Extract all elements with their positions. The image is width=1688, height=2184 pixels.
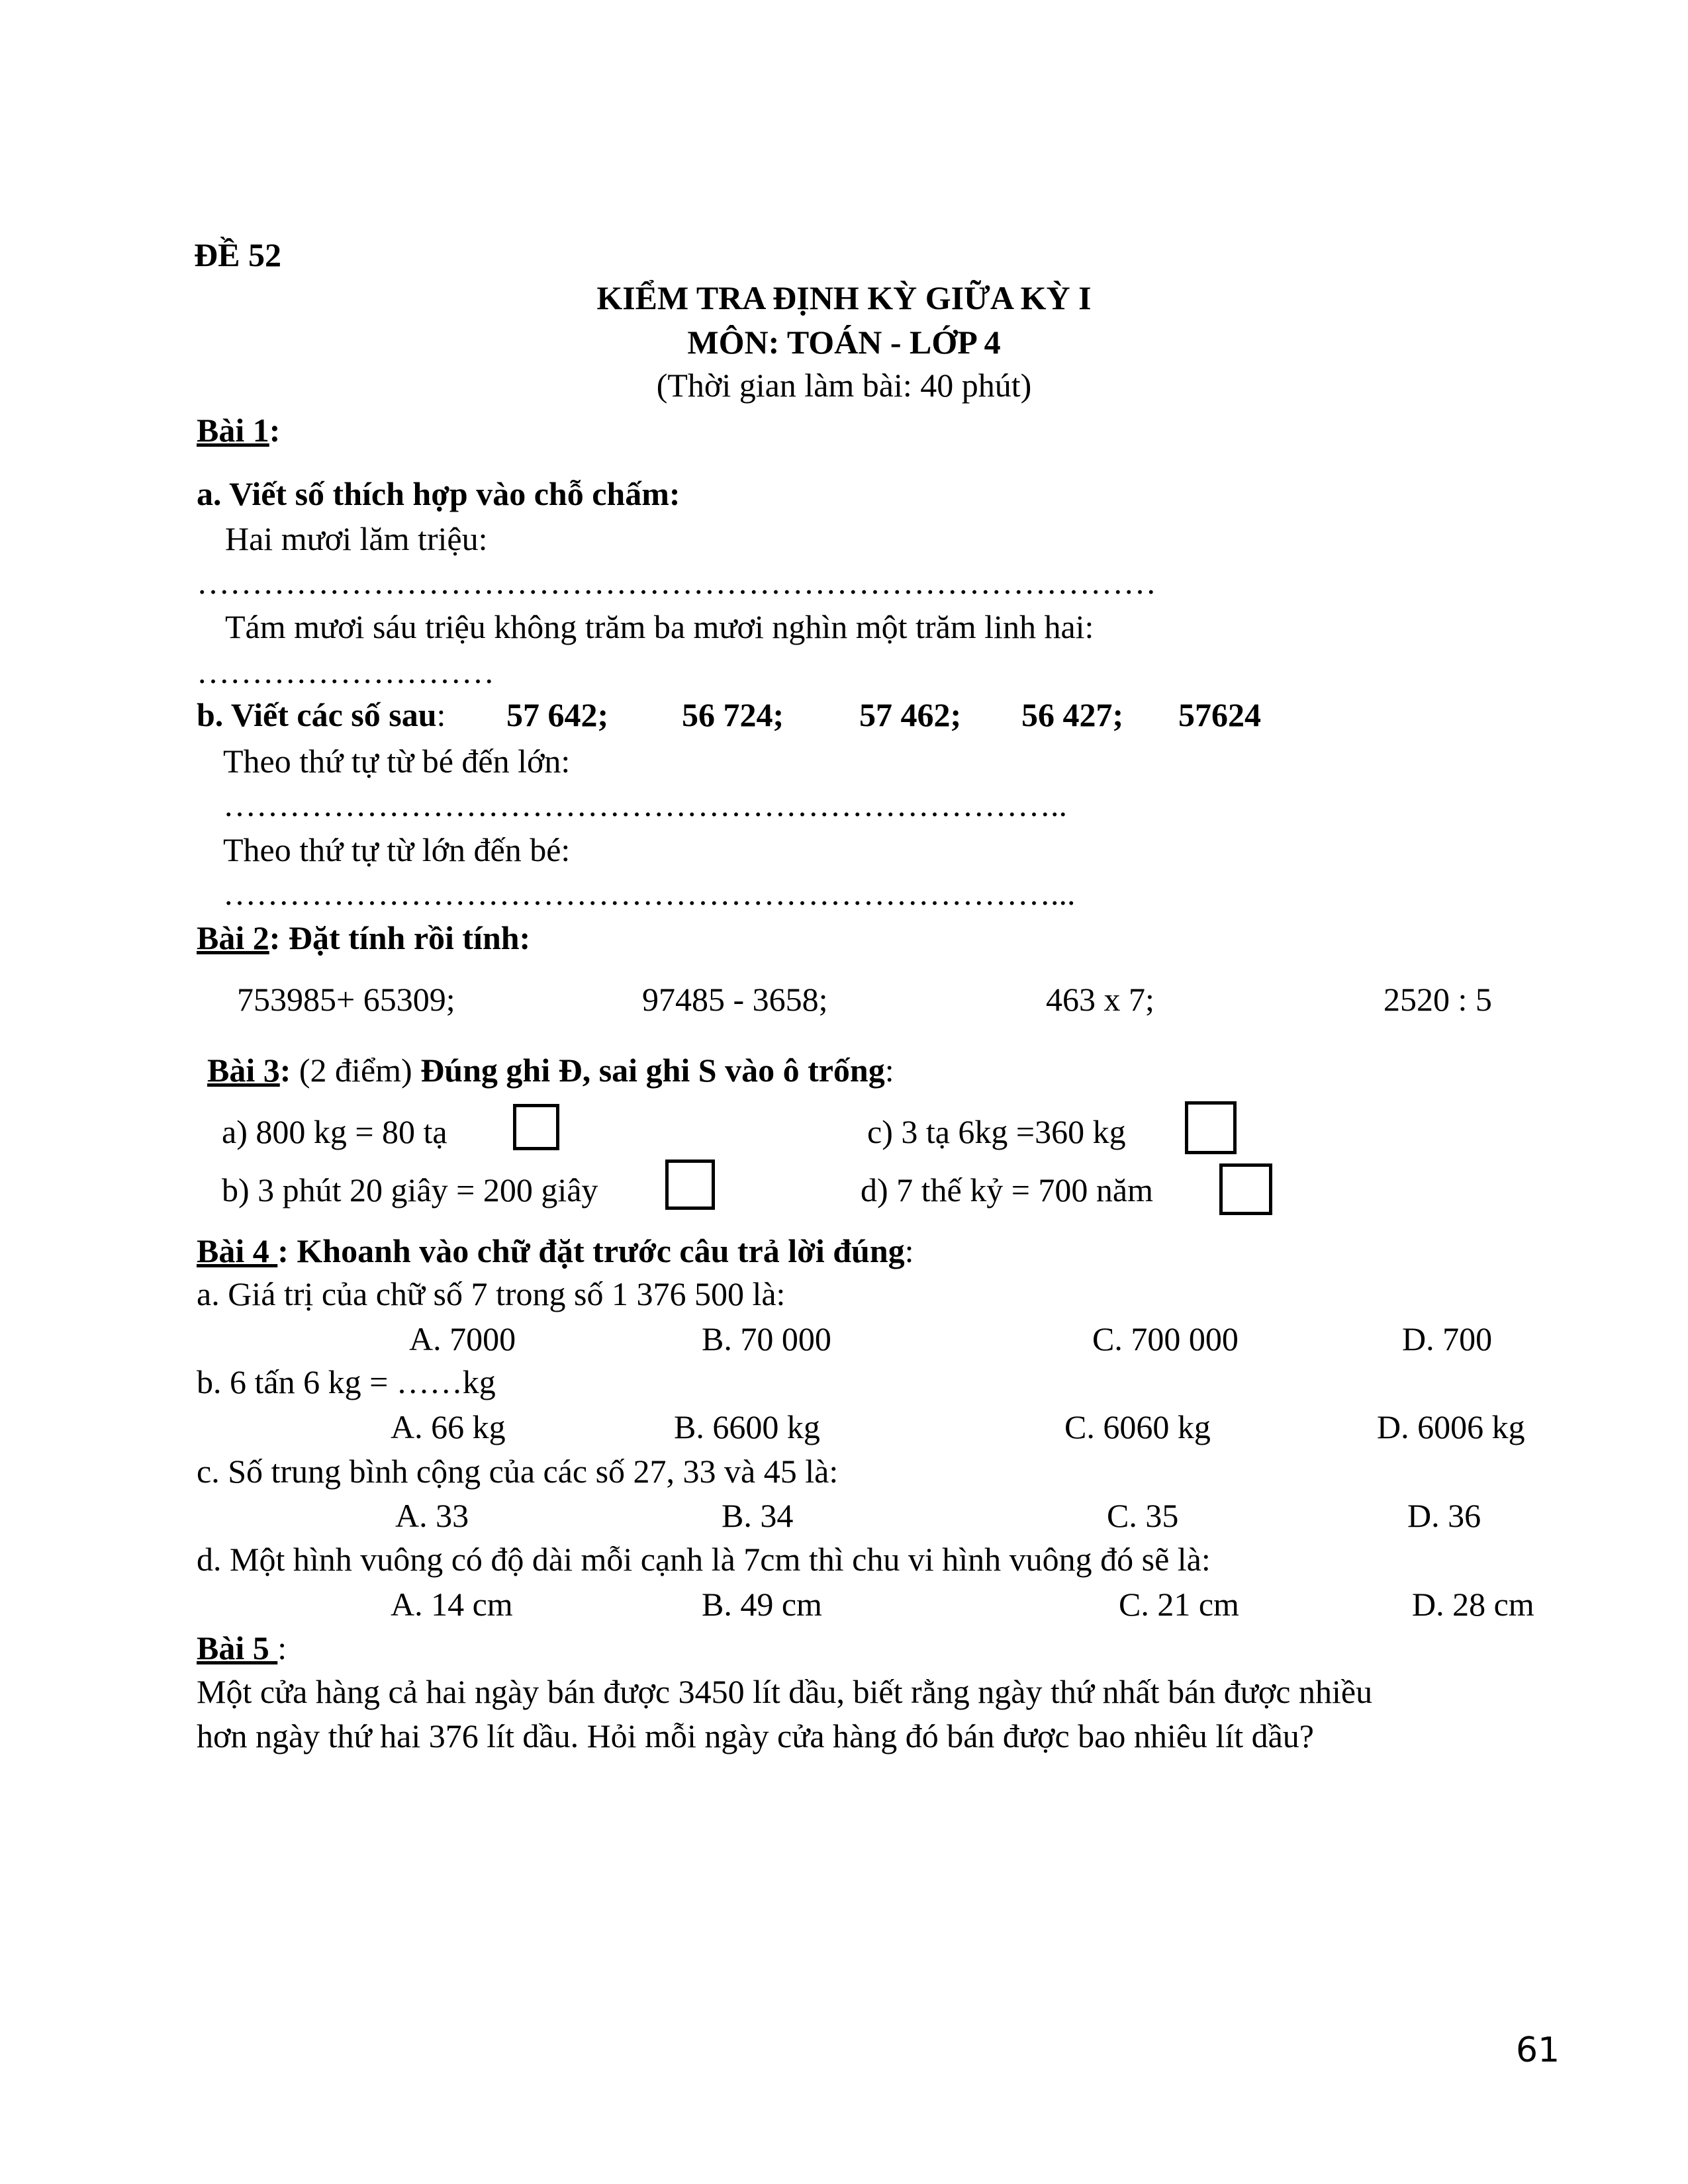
exam-number: ĐỀ 52 xyxy=(194,236,281,273)
bai4-a-option-c[interactable]: C. 700 000 xyxy=(1092,1320,1239,1357)
bai4-a-option-d[interactable]: D. 700 xyxy=(1402,1320,1493,1357)
bai1-a-item1: Hai mươi lăm triệu: xyxy=(225,520,488,557)
bai1-a-title: a. Viết số thích hợp vào chỗ chấm: xyxy=(197,475,680,512)
bai5-label: Bài 5 xyxy=(197,1629,278,1666)
bai4-question-b: b. 6 tấn 6 kg = ……kg xyxy=(197,1363,496,1400)
bai1-label: Bài 1 xyxy=(197,412,269,449)
bai4-b-option-b[interactable]: B. 6600 kg xyxy=(674,1408,820,1445)
bai1-b-num-1: 57 642; xyxy=(506,696,609,733)
bai4-label: Bài 4 xyxy=(197,1232,278,1269)
bai5-heading xyxy=(197,1628,287,1668)
bai3-item-a: a) 800 kg = 80 tạ xyxy=(222,1113,447,1150)
bai4-c-option-a[interactable]: A. 33 xyxy=(395,1497,469,1534)
bai5-problem-line2: hơn ngày thứ hai 376 lít dầu. Hỏi mỗi ngày cửa hàng đó bán được bao nhiêu lít dầu? xyxy=(197,1717,1314,1754)
bai4-a-option-b[interactable]: B. 70 000 xyxy=(702,1320,831,1357)
bai1-colon: : xyxy=(269,412,281,449)
bai1-b-colon: : xyxy=(436,696,446,733)
bai1-b-desc-dots: …………………………………………………………………... xyxy=(223,875,1076,912)
bai1-b-title: b. Viết các số sau xyxy=(197,696,437,733)
bai4-c-option-d[interactable]: D. 36 xyxy=(1407,1497,1481,1534)
bai3-title: Đúng ghi Đ, sai ghi S vào ô trống xyxy=(420,1052,885,1089)
bai5-problem-line1: Một cửa hàng cả hai ngày bán được 3450 lít dầu, biết rằng ngày thứ nhất bán được nhiều xyxy=(197,1673,1373,1710)
bai3-item-c: c) 3 tạ 6kg =360 kg xyxy=(867,1113,1126,1150)
bai1-b-num-2: 56 724; xyxy=(682,696,784,733)
bai4-question-a: a. Giá trị của chữ số 7 trong số 1 376 500 là: xyxy=(197,1275,786,1312)
bai3-answer-box-a[interactable] xyxy=(513,1104,559,1150)
bai2-calc-2: 97485 - 3658; xyxy=(642,981,828,1018)
bai3-heading xyxy=(207,1050,894,1090)
bai1-b-num-3: 57 462; xyxy=(859,696,962,733)
bai4-c-option-c[interactable]: C. 35 xyxy=(1107,1497,1179,1534)
bai3-end: : xyxy=(884,1052,894,1089)
bai1-a-item2: Tám mươi sáu triệu không trăm ba mươi nghìn một trăm linh hai: xyxy=(225,608,1094,645)
exam-subject: MÔN: TOÁN - LỚP 4 xyxy=(687,324,1001,361)
bai3-answer-box-b[interactable] xyxy=(665,1160,715,1210)
bai3-item-b: b) 3 phút 20 giây = 200 giây xyxy=(222,1171,598,1208)
page-number: 61 xyxy=(1516,2030,1560,2070)
bai2-calc-4: 2520 : 5 xyxy=(1383,981,1492,1018)
bai4-end: : xyxy=(904,1232,914,1269)
bai1-b-desc-label: Theo thứ tự từ lớn đến bé: xyxy=(223,831,571,868)
bai1-b-num-5: 57624 xyxy=(1178,696,1261,733)
bai4-title: : Khoanh vào chữ đặt trước câu trả lời đúng xyxy=(277,1232,905,1269)
bai4-c-option-b[interactable]: B. 34 xyxy=(722,1497,794,1534)
bai3-label: Bài 3 xyxy=(207,1052,280,1089)
bai2-label: Bài 2 xyxy=(197,919,269,956)
bai1-a-dots1: …………………………………………………………………………… xyxy=(197,564,1156,601)
bai2-title: : Đặt tính rồi tính: xyxy=(269,919,531,956)
bai3-points: (2 điểm) xyxy=(291,1052,421,1089)
bai1-b-asc-dots: ………………………………………………………………….. xyxy=(223,786,1067,823)
bai1-b-num-4: 56 427; xyxy=(1021,696,1124,733)
bai2-calc-1: 753985+ 65309; xyxy=(237,981,455,1018)
bai1-a-dots2: ……………………… xyxy=(197,653,494,690)
bai5-colon: : xyxy=(277,1629,287,1666)
bai2-calc-3: 463 x 7; xyxy=(1046,981,1154,1018)
bai2-heading xyxy=(197,918,530,958)
bai4-a-option-a[interactable]: A. 7000 xyxy=(409,1320,516,1357)
exam-title: KIỂM TRA ĐỊNH KỲ GIỮA KỲ I xyxy=(596,279,1092,316)
bai4-d-option-b[interactable]: B. 49 cm xyxy=(702,1586,822,1623)
bai4-question-c: c. Số trung bình cộng của các số 27, 33 và 45 là: xyxy=(197,1453,839,1490)
bai3-colon: : xyxy=(279,1052,291,1089)
bai1-b-title-line xyxy=(197,695,445,735)
bai3-answer-box-c[interactable] xyxy=(1185,1101,1237,1154)
bai4-d-option-a[interactable]: A. 14 cm xyxy=(391,1586,513,1623)
bai4-heading xyxy=(197,1231,914,1271)
bai3-answer-box-d[interactable] xyxy=(1219,1163,1272,1215)
bai4-b-option-a[interactable]: A. 66 kg xyxy=(391,1408,506,1445)
bai1-heading xyxy=(197,410,280,450)
bai4-question-d: d. Một hình vuông có độ dài mỗi cạnh là 7cm thì chu vi hình vuông đó sẽ là: xyxy=(197,1541,1211,1578)
bai4-b-option-c[interactable]: C. 6060 kg xyxy=(1064,1408,1211,1445)
exam-time: (Thời gian làm bài: 40 phút) xyxy=(656,367,1032,404)
bai4-b-option-d[interactable]: D. 6006 kg xyxy=(1377,1408,1525,1445)
bai4-d-option-d[interactable]: D. 28 cm xyxy=(1412,1586,1534,1623)
bai3-item-d: d) 7 thế kỷ = 700 năm xyxy=(861,1171,1154,1208)
bai1-b-asc-label: Theo thứ tự từ bé đến lớn: xyxy=(223,743,571,780)
bai4-d-option-c[interactable]: C. 21 cm xyxy=(1119,1586,1239,1623)
